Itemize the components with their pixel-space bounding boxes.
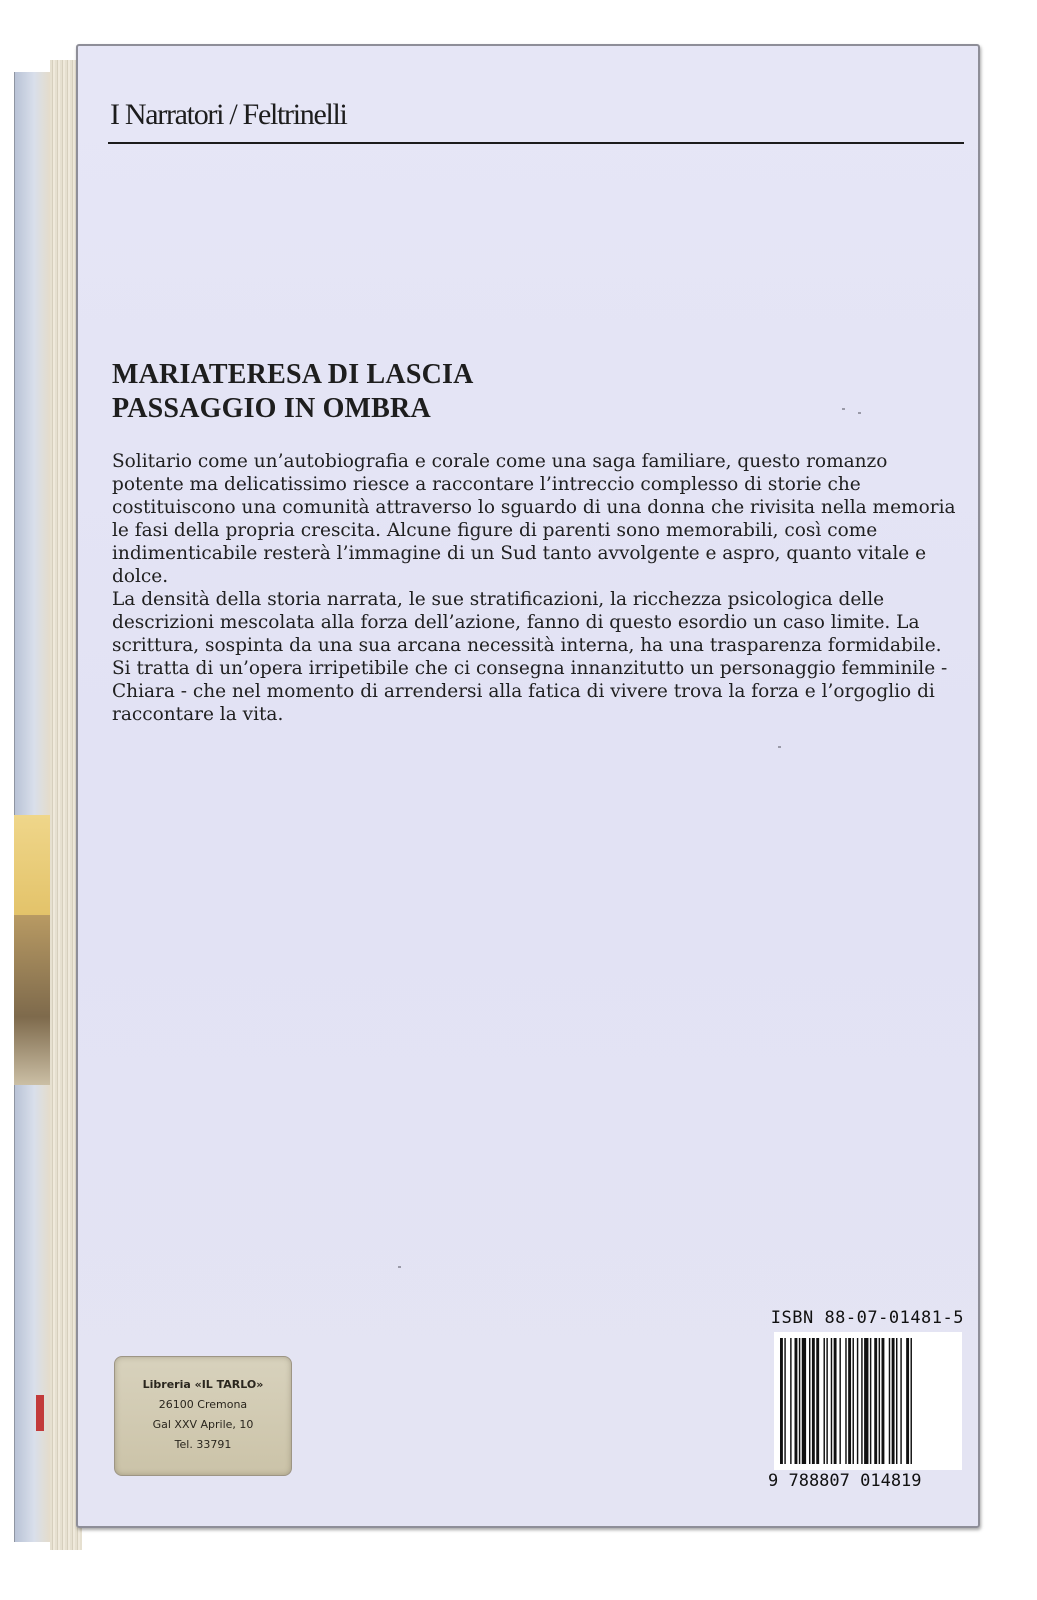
barcode-bar [839, 1338, 840, 1464]
blurb-paragraph-3: Si tratta di un’opera irripetibile che ci consegna innanzitutto un personaggio femminile - Chiara - che nel momento di arrendersi alla fatica di vivere trova la forza e l’orgoglio di raccontare la vita. [112, 658, 948, 725]
barcode-bar [896, 1338, 897, 1464]
isbn-label: ISBN 88-07-01481-5 [770, 1308, 964, 1328]
isbn-block [768, 1308, 964, 1496]
barcode-bars [780, 1338, 956, 1464]
bookstore-sticker [114, 1356, 292, 1476]
back-cover [76, 44, 980, 1528]
barcode-bar [816, 1338, 819, 1464]
barcode-bar [882, 1338, 885, 1464]
barcode-bar [799, 1338, 800, 1464]
ean-digits: 9 788807 014819 [768, 1471, 922, 1491]
barcode-bar [826, 1338, 827, 1464]
blurb-paragraph-2: La densità della storia narrata, le sue stratificazioni, la ricchezza psicologica delle descrizioni mescolata alla forza dell’azione, fanno di questo esordio un caso limite. La scrittura, sospinta da una sua arcana necessità interna, ha una trasparenza formidabile. [112, 589, 942, 656]
barcode-bar [900, 1338, 901, 1464]
barcode-bar [853, 1338, 854, 1464]
blurb [112, 450, 962, 726]
sticker-phone: Tel. 33791 [174, 1438, 232, 1451]
barcode-bar [848, 1338, 851, 1464]
barcode-bar [879, 1338, 880, 1464]
barcode-bar [892, 1338, 895, 1464]
barcode-bar [831, 1338, 832, 1464]
barcode-bar [780, 1338, 783, 1464]
series-title: I Narratori / Feltrinelli [110, 98, 347, 131]
barcode-bar [889, 1338, 890, 1464]
sticker-store-name: Libreria «IL TARLO» [142, 1378, 264, 1391]
barcode-bar [861, 1338, 862, 1464]
barcode-bar [784, 1338, 785, 1464]
barcode [774, 1332, 962, 1470]
barcode-bar [790, 1338, 791, 1464]
sticker-address: Gal XXV Aprile, 10 [152, 1418, 254, 1431]
sticker-city: 26100 Cremona [158, 1398, 248, 1411]
barcode-bar [857, 1338, 858, 1464]
barcode-bar [911, 1338, 912, 1464]
speck [398, 1266, 401, 1268]
spine-yellow-band [14, 815, 50, 915]
barcode-bar [809, 1338, 810, 1464]
spine-red-mark [36, 1395, 44, 1431]
speck [778, 746, 781, 748]
barcode-bar [864, 1338, 868, 1464]
spine-dark-band [14, 915, 50, 1085]
barcode-bar [906, 1338, 909, 1464]
barcode-bar [870, 1338, 871, 1464]
speck [842, 408, 845, 410]
barcode-bar [845, 1338, 846, 1464]
series-rule [108, 142, 964, 144]
book-title: PASSAGGIO IN OMBRA [112, 393, 431, 424]
barcode-bar [824, 1338, 825, 1464]
barcode-bar [812, 1338, 815, 1464]
barcode-bar [874, 1338, 877, 1464]
barcode-bar [795, 1338, 798, 1464]
blurb-paragraph-1: Solitario come un’autobiografia e corale come una saga familiare, questo romanzo potente ma delicatissimo riesce a raccontare l’intreccio complesso di storie che costituiscono una comunità attraverso lo sguardo di una donna che rivisita nella memoria le fasi della propria crescita. Alcune figure di parenti sono memorabili, così come indimenticabile resterà l’immagine di un Sud tanto avvolgente e aspro, quanto vitale e dolce. [112, 451, 956, 587]
speck [858, 412, 861, 414]
barcode-bar [834, 1338, 837, 1464]
barcode-bar [802, 1338, 806, 1464]
author-name: MARIATERESA DI LASCIA [112, 359, 474, 390]
